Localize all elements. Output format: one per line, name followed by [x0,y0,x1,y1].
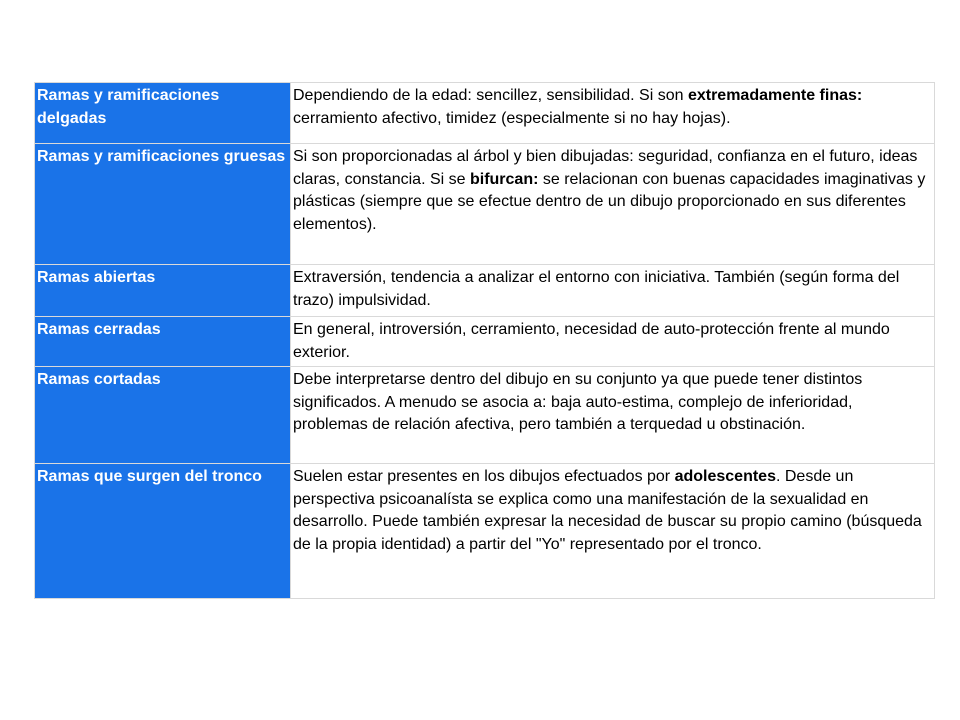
text-segment: cerramiento afectivo, timidez (especialmente si no hay hojas). [293,109,731,127]
row-description [291,464,935,599]
row-description: Extraversión, tendencia a analizar el entorno con iniciativa. También (según forma del trazo) impulsividad. [291,265,935,317]
row-label: Ramas y ramificaciones gruesas [35,144,291,265]
table-row [35,83,935,144]
text-segment: Suelen estar presentes en los dibujos efectuados por [293,468,675,485]
table-row [35,317,935,367]
row-label: Ramas y ramificaciones delgadas [35,83,291,144]
emphasis-text: bifurcan: [469,170,539,188]
row-label: Ramas que surgen del tronco [35,464,291,599]
text-segment: . Desde un perspectiva psicoanalísta se explica como una manifestación de la sexualidad en desarrollo. Puede también expresar la necesidad de buscar su propio camino (búsqueda de la propia identidad) a partir del "Yo" representado por el tronco. [293,468,922,553]
table-row [35,265,935,317]
row-description: Debe interpretarse dentro del dibujo en su conjunto ya que puede tener distintos significados. A menudo se asocia a: baja auto-estima, complejo de inferioridad, problemas de relación afectiva, pero también a terquedad u obstinación. [291,367,935,464]
table-row [35,464,935,599]
row-label: Ramas cortadas [35,367,291,464]
row-label: Ramas abiertas [35,265,291,317]
row-description [291,144,935,265]
text-segment: Si son proporcionadas al árbol y bien dibujadas: seguridad, confianza en el futuro, ideas claras, constancia. Si se [293,148,918,188]
table-row [35,144,935,265]
emphasis-text: extremadamente finas: [687,87,863,104]
interpretation-table [34,82,935,599]
table-row [35,367,935,464]
row-description [291,83,935,144]
row-description: En general, introversión, cerramiento, necesidad de auto-protección frente al mundo exterior. [291,317,935,367]
text-segment: se relacionan con buenas capacidades imaginativas y plásticas (siempre que se efectue dentro de un dibujo proporcionado en sus diferentes elementos). [293,170,926,233]
row-label: Ramas cerradas [35,317,291,367]
emphasis-text: adolescentes [674,468,776,485]
text-segment: Dependiendo de la edad: sencillez, sensibilidad. Si son [293,87,688,104]
